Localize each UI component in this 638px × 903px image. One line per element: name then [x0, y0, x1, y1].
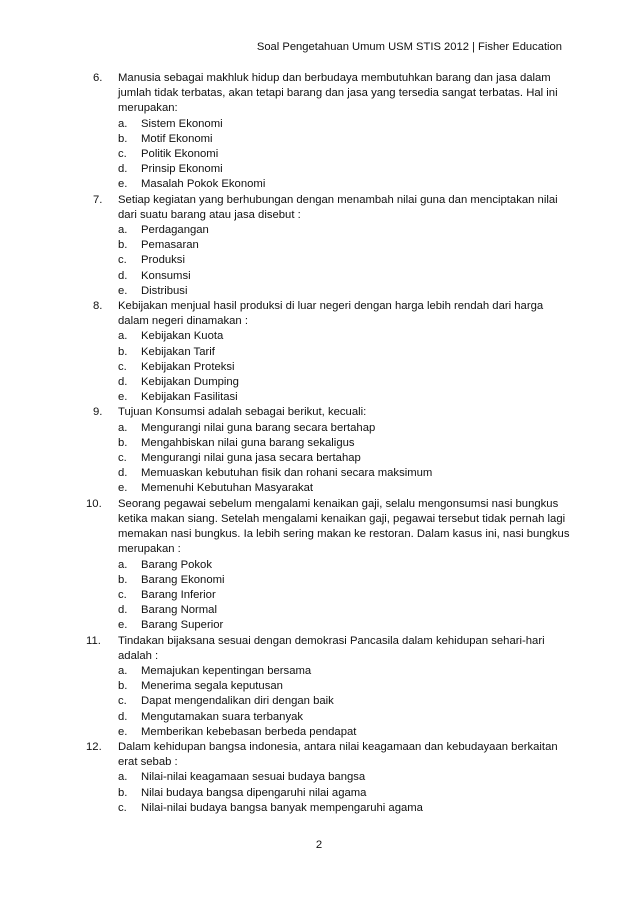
answer-option [118, 238, 573, 253]
question-item [93, 405, 573, 496]
option-letter: c. [118, 254, 127, 267]
answer-option [118, 132, 573, 147]
option-text: Memajukan kepentingan bersama [141, 664, 312, 677]
option-letter: d. [118, 163, 128, 176]
option-text: Nilai-nilai budaya bangsa banyak mempengaruhi agama [141, 801, 423, 814]
answer-option [118, 421, 573, 436]
option-text: Distribusi [141, 284, 188, 297]
option-letter: d. [118, 376, 128, 389]
option-text: Memberikan kebebasan berbeda pendapat [141, 725, 357, 738]
answer-options [118, 223, 573, 299]
question-number: 11. [86, 634, 101, 647]
option-text: Prinsip Ekonomi [141, 163, 223, 176]
question-text: Tindakan bijaksana sesuai dengan demokrasi Pancasila dalam kehidupan sehari-hari adalah : [118, 634, 545, 662]
question-item [93, 193, 573, 299]
option-letter: c. [118, 588, 127, 601]
question-number: 10. [86, 497, 102, 510]
question-number: 7. [93, 193, 103, 206]
option-text: Memuaskan kebutuhan fisik dan rohani secara maksimum [141, 467, 433, 480]
answer-option [118, 345, 573, 360]
option-letter: e. [118, 482, 128, 495]
page-number: 2 [315, 839, 323, 851]
option-text: Konsumsi [141, 269, 191, 282]
option-text: Produksi [141, 254, 185, 267]
option-text: Barang Ekonomi [141, 573, 225, 586]
question-text: Manusia sebagai makhluk hidup dan berbudaya membutuhkan barang dan jasa dalam jumlah tidak terbatas, akan tetapi barang dan jasa yang tersedia sangat terbatas. Hal ini merupakan: [118, 72, 558, 115]
option-text: Motif Ekonomi [141, 132, 213, 145]
answer-option [118, 162, 573, 177]
answer-options [118, 664, 573, 740]
option-letter: c. [118, 148, 127, 161]
answer-option [118, 694, 573, 709]
option-text: Kebijakan Tarif [141, 345, 215, 358]
answer-option [118, 147, 573, 162]
option-text: Kebijakan Dumping [141, 376, 239, 389]
answer-option [118, 253, 573, 268]
option-text: Barang Pokok [141, 558, 212, 571]
option-letter: b. [118, 680, 128, 693]
option-letter: a. [118, 771, 128, 784]
answer-option [118, 436, 573, 451]
option-text: Dapat mengendalikan diri dengan baik [141, 695, 334, 708]
page-header: Soal Pengetahuan Umum USM STIS 2012 | Fisher Education [256, 41, 562, 53]
option-letter: b. [118, 132, 128, 145]
option-text: Menerima segala keputusan [141, 680, 283, 693]
question-item [86, 740, 573, 816]
question-number: 8. [93, 300, 103, 313]
option-text: Mengurangi nilai guna jasa secara bertahap [141, 452, 361, 465]
question-item [93, 299, 573, 405]
option-letter: c. [118, 452, 127, 465]
option-text: Masalah Pokok Ekonomi [141, 178, 266, 191]
option-letter: e. [118, 391, 128, 404]
option-text: Mengahbiskan nilai guna barang sekaligus [141, 436, 355, 449]
question-list [86, 71, 573, 816]
answer-option [118, 770, 573, 785]
question-number: 9. [93, 406, 103, 419]
option-letter: a. [118, 664, 128, 677]
answer-options [118, 558, 573, 634]
answer-option [118, 177, 573, 192]
option-letter: b. [118, 345, 128, 358]
question-text: Seorang pegawai sebelum mengalami kenaikan gaji, selalu mengonsumsi nasi bungkus ketika makan siang. Setelah mengalami kenaikan gaji, pegawai tersebut tidak pernah lagi memakan nasi bungkus. Ia lebih sering makan ke restoran. Dalam kasus ini, nasi bungkus merupakan : [118, 497, 570, 556]
option-text: Nilai budaya bangsa dipengaruhi nilai agama [141, 786, 367, 799]
option-text: Sistem Ekonomi [141, 117, 223, 130]
answer-option [118, 558, 573, 573]
option-letter: d. [118, 710, 128, 723]
option-letter: c. [118, 695, 127, 708]
option-text: Barang Superior [141, 619, 224, 632]
option-text: Kebijakan Proteksi [141, 360, 235, 373]
option-letter: d. [118, 269, 128, 282]
option-letter: a. [118, 224, 128, 237]
answer-option [118, 786, 573, 801]
option-letter: d. [118, 604, 128, 617]
option-letter: b. [118, 436, 128, 449]
option-text: Mengutamakan suara terbanyak [141, 710, 304, 723]
option-letter: e. [118, 619, 128, 632]
option-letter: a. [118, 330, 128, 343]
option-letter: b. [118, 239, 128, 252]
option-letter: a. [118, 117, 128, 130]
option-letter: e. [118, 178, 128, 191]
answer-option [118, 269, 573, 284]
answer-option [118, 573, 573, 588]
option-text: Pemasaran [141, 239, 199, 252]
answer-options [118, 117, 573, 193]
answer-option [118, 451, 573, 466]
question-text: Tujuan Konsumsi adalah sebagai berikut, kecuali: [118, 406, 367, 419]
question-text: Setiap kegiatan yang berhubungan dengan menambah nilai guna dan menciptakan nilai dari suatu barang atau jasa disebut : [118, 193, 558, 221]
option-letter: c. [118, 801, 127, 814]
option-text: Politik Ekonomi [141, 148, 219, 161]
question-text: Dalam kehidupan bangsa indonesia, antara nilai keagamaan dan kebudayaan berkaitan erat sebab : [118, 740, 558, 769]
answer-option [118, 710, 573, 725]
option-text: Kebijakan Fasilitasi [141, 391, 238, 404]
option-text: Memenuhi Kebutuhan Masyarakat [141, 482, 314, 495]
option-letter: c. [118, 360, 127, 373]
option-text: Barang Inferior [141, 588, 216, 601]
answer-option [118, 725, 573, 740]
answer-option [118, 801, 573, 816]
option-letter: e. [118, 284, 128, 297]
answer-option [118, 284, 573, 299]
question-text: Kebijakan menjual hasil produksi di luar negeri dengan harga lebih rendah dari harga dalam negeri dinamakan : [118, 300, 544, 328]
answer-option [118, 679, 573, 694]
option-text: Mengurangi nilai guna barang secara bertahap [141, 421, 376, 434]
answer-option [118, 588, 573, 603]
question-number: 6. [93, 72, 103, 84]
option-text: Kebijakan Kuota [141, 330, 224, 343]
answer-option [118, 390, 573, 405]
answer-option [118, 603, 573, 618]
answer-option [118, 117, 573, 132]
answer-option [118, 360, 573, 375]
answer-option [118, 329, 573, 344]
question-item [93, 71, 573, 193]
question-item [86, 497, 573, 634]
answer-options [118, 421, 573, 497]
answer-option [118, 375, 573, 390]
answer-option [118, 664, 573, 679]
answer-options [118, 329, 573, 405]
option-letter: e. [118, 725, 128, 738]
answer-options [118, 770, 573, 816]
option-letter: a. [118, 558, 128, 571]
answer-option [118, 223, 573, 238]
option-text: Barang Normal [141, 604, 217, 617]
option-text: Nilai-nilai keagamaan sesuai budaya bangsa [141, 771, 366, 784]
answer-option [118, 466, 573, 481]
option-letter: d. [118, 467, 128, 480]
answer-option [118, 618, 573, 633]
answer-option [118, 481, 573, 496]
option-letter: b. [118, 786, 128, 799]
option-letter: a. [118, 421, 128, 434]
question-item [86, 634, 573, 740]
option-text: Perdagangan [141, 224, 209, 237]
question-number: 12. [86, 740, 102, 753]
option-letter: b. [118, 573, 128, 586]
